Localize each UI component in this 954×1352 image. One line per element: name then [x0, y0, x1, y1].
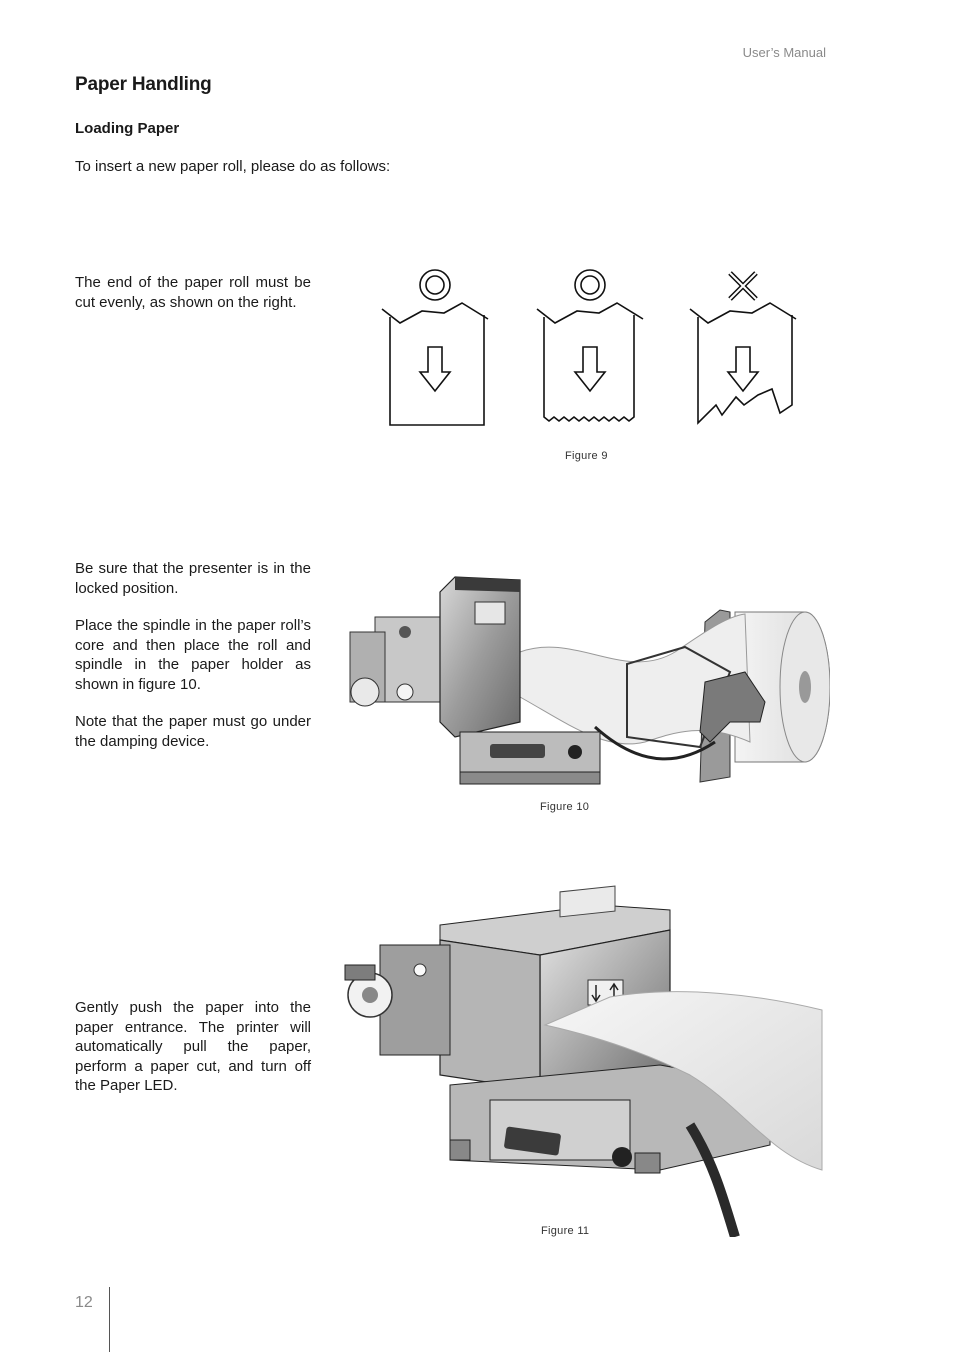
- footer-divider: [109, 1287, 110, 1352]
- figure9-incorrect-torn-cut: [690, 273, 796, 423]
- step1-text: The end of the paper roll must be cut evenly, as shown on the right.: [75, 274, 311, 311]
- figure10-caption: Figure 10: [540, 801, 590, 813]
- figure9-caption: Figure 9: [565, 450, 608, 462]
- intro-text: To insert a new paper roll, please do as follows:: [75, 158, 391, 175]
- arrow-down-icon: [575, 347, 605, 391]
- page-number: 12: [75, 1294, 93, 1311]
- figure-11-photo: [340, 885, 825, 1237]
- figure-10-photo: [345, 572, 830, 792]
- figure11-caption: Figure 11: [541, 1225, 590, 1237]
- section-subtitle: Loading Paper: [75, 120, 180, 137]
- figure-9-diagram: [378, 265, 808, 435]
- section-title: Paper Handling: [75, 74, 212, 95]
- step2-paragraph-3: Note that the paper must go under the damping device.: [75, 713, 311, 750]
- correct-mark-icon: [420, 270, 450, 300]
- step2-paragraph-2: Place the spindle in the paper roll’s core and then place the roll and spindle in the paper holder as shown in figure 10.: [75, 617, 311, 693]
- step2-text: [75, 559, 311, 769]
- arrow-down-icon: [728, 347, 758, 391]
- figure9-correct-straight-cut: [382, 270, 488, 425]
- manual-title: User’s Manual: [742, 45, 826, 60]
- step2-paragraph-1: Be sure that the presenter is in the locked position.: [75, 560, 311, 597]
- arrow-down-icon: [420, 347, 450, 391]
- figure9-correct-serrated-cut: [537, 270, 643, 421]
- step3-text: Gently push the paper into the paper entrance. The printer will automatically pull the paper, perform a paper cut, and turn off the Paper LED.: [75, 999, 311, 1094]
- correct-mark-icon: [575, 270, 605, 300]
